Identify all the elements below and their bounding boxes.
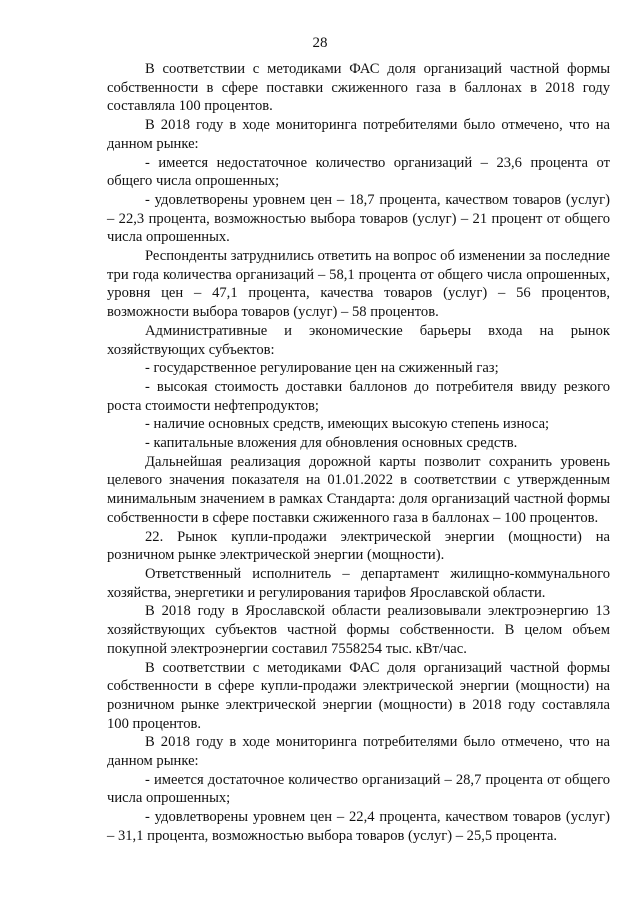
list-item-barrier-capital-investment: - капитальные вложения для обновления основных средств. — [145, 435, 518, 452]
paragraph-fas-share-electricity: В соответствии с методиками ФАС доля организаций частной формы собственности в сфере купли-продажи электрической энергии (мощности) на розничном рынке электрической энергии (мощности) в 2018 году составляла 100 процентов. — [107, 659, 610, 732]
paragraph-respondents-gas: Респонденты затруднились ответить на вопрос об изменении за последние три года количества организаций – 58,1 процента от общего числа опрошенных, уровня цен – 47,1 процента, качества товаров (услуг) – 56 процентов, возможности выбора товаров (услуг) – 58 процентов. — [107, 248, 610, 321]
list-item-barrier-worn-assets: - наличие основных средств, имеющих высокую степень износа; — [145, 416, 550, 433]
list-item-insufficient-orgs: - имеется недостаточное количество организаций – 23,6 процента от общего числа опрошенных; — [107, 154, 610, 190]
paragraph-fas-share-gas: В соответствии с методиками ФАС доля организаций частной формы собственности в сфере поставки сжиженного газа в баллонах в 2018 году составляла 100 процентов. — [107, 61, 610, 115]
paragraph-barriers-heading: Административные и экономические барьеры входа на рынок хозяйствующих субъектов: — [107, 322, 610, 358]
paragraph-responsible-executor: Ответственный исполнитель – департамент жилищно-коммунального хозяйства, энергетики и регулирования тарифов Ярославской области. — [107, 565, 610, 601]
paragraph-monitoring-intro-electricity: В 2018 году в ходе мониторинга потребителями было отмечено, что на данном рынке: — [107, 734, 610, 770]
document-body — [107, 60, 610, 846]
list-item-satisfied-gas: - удовлетворены уровнем цен – 18,7 процента, качеством товаров (услуг) – 22,3 процента, возможностью выбора товаров (услуг) – 21 процент от общего числа опрошенных. — [107, 191, 610, 246]
page-number: 28 — [312, 35, 328, 51]
paragraph-roadmap-gas: Дальнейшая реализация дорожной карты позволит сохранить уровень целевого значения показателя на 01.01.2022 в соответствии с утвержденным минимальным значением в рамках Стандарта: доля организаций частной формы собственности в сфере поставки сжиженного газа в баллонах – 100 процентов. — [107, 453, 610, 526]
paragraph-electricity-entities: В 2018 году в Ярославской области реализовывали электроэнергию 13 хозяйствующих субъектов частной формы собственности. В целом объем покупной электроэнергии составил 7558254 тыс. кВт/час. — [107, 603, 610, 657]
list-item-barrier-regulation: - государственное регулирование цен на сжиженный газ; — [145, 360, 499, 377]
list-item-sufficient-orgs: - имеется достаточное количество организаций – 28,7 процента от общего числа опрошенных; — [107, 771, 610, 807]
paragraph-monitoring-intro-gas: В 2018 году в ходе мониторинга потребителями было отмечено, что на данном рынке: — [107, 117, 610, 152]
list-item-satisfied-electricity: - удовлетворены уровнем цен – 22,4 процента, качеством товаров (услуг) – 31,1 процента, возможностью выбора товаров (услуг) – 25,5 процента. — [107, 809, 610, 844]
list-item-barrier-delivery-cost: - высокая стоимость доставки баллонов до потребителя ввиду резкого роста стоимости нефтепродуктов; — [107, 378, 610, 414]
section-heading-electricity-market: 22. Рынок купли-продажи электрической энергии (мощности) на розничном рынке электрической энергии (мощности). — [107, 528, 610, 564]
